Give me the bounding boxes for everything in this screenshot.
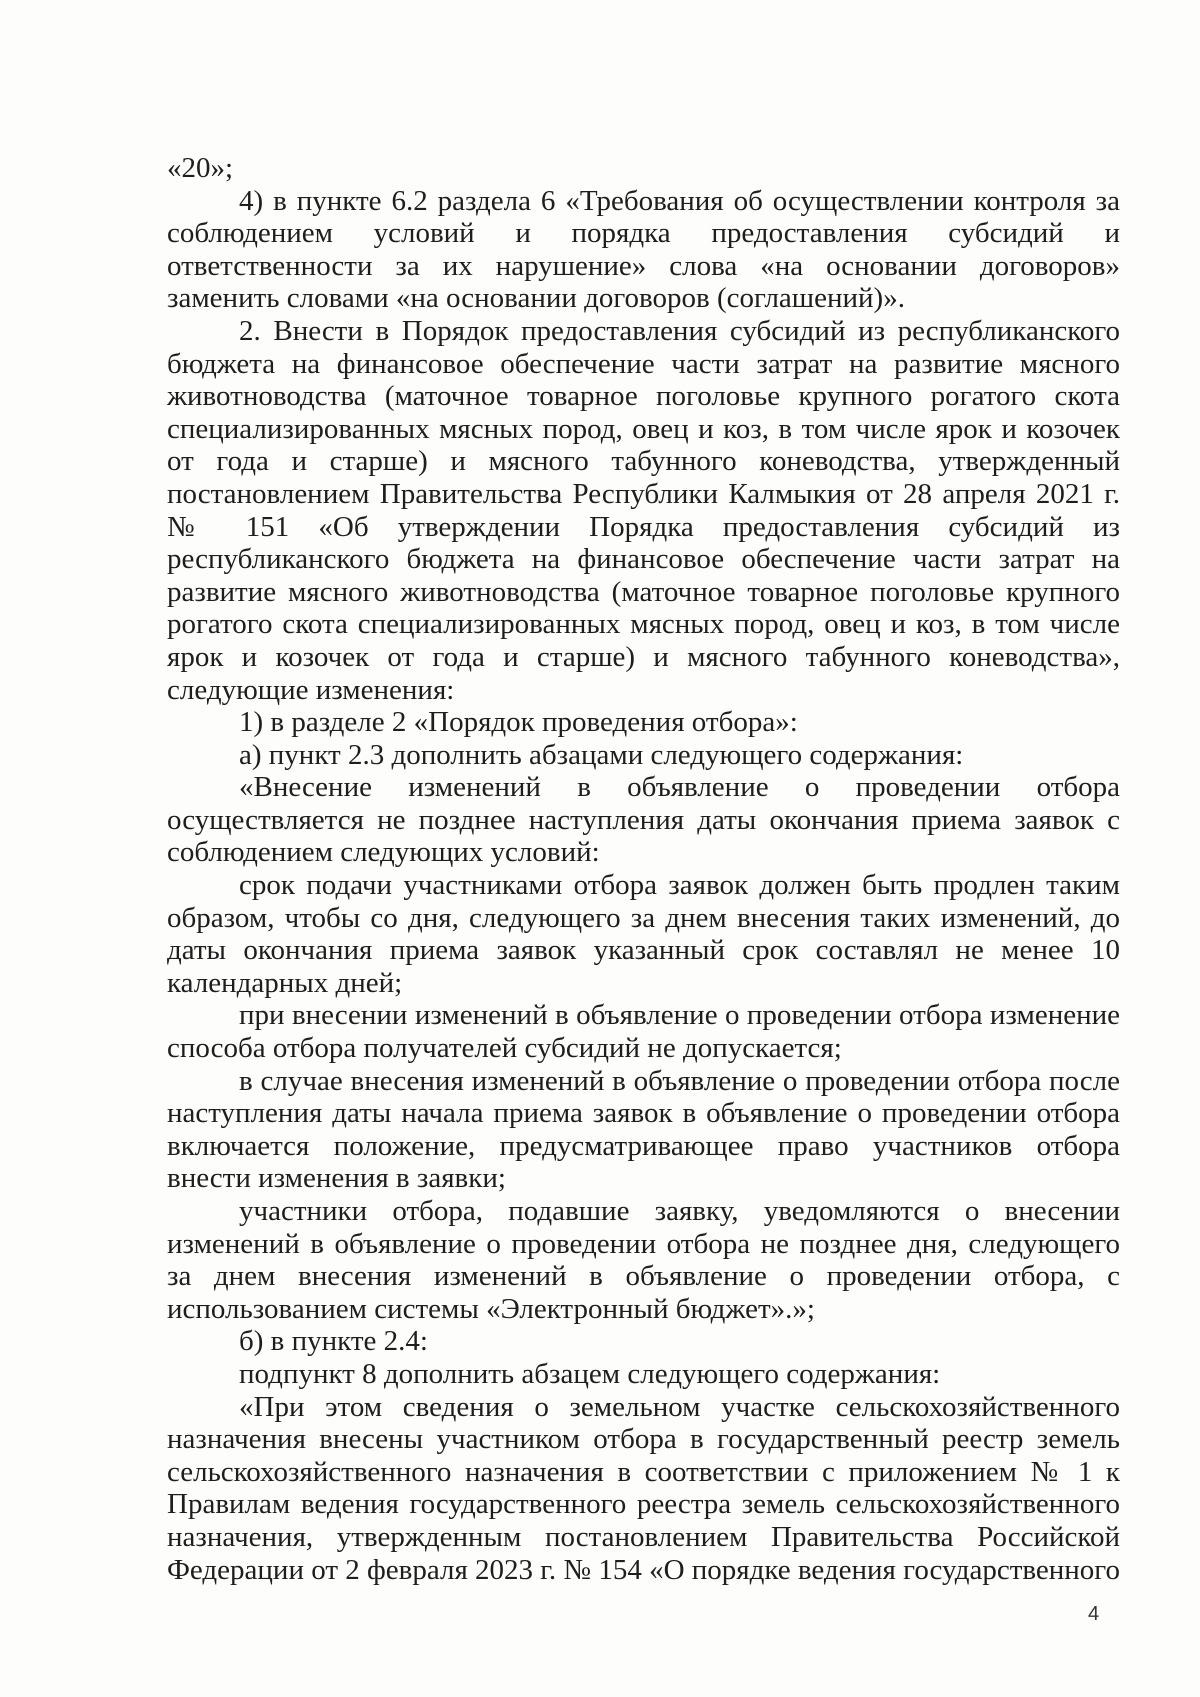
paragraph: в случае внесения изменений в объявление о проведении отбора после наступления даты начала приема заявок в объявление о проведении отбора включается положение, предусматривающее право участников отбора внести изменения в заявки; bbox=[167, 1064, 1120, 1195]
paragraph: при внесении изменений в объявление о проведении отбора изменение способа отбора получателей субсидий не допускается; bbox=[167, 999, 1120, 1065]
document-body bbox=[167, 152, 1120, 1586]
paragraph: «20»; bbox=[167, 152, 234, 184]
paragraph: подпункт 8 дополнить абзацем следующего содержания: bbox=[239, 1357, 941, 1390]
page-number: 4 bbox=[1088, 1603, 1100, 1625]
paragraph: 1) в разделе 2 «Порядок проведения отбора»: bbox=[239, 706, 798, 739]
paragraph: а) пункт 2.3 дополнить абзацами следующего содержания: bbox=[239, 738, 964, 771]
paragraph: 2. Внести в Порядок предоставления субсидий из республиканского бюджета на финансовое обеспечение части затрат на развитие мясного животноводства (маточное товарное поголовье крупного рогатого скота специализированных мясных пород, овец и коз, в том числе ярок и козочек от года и старше) и мясного табунного коневодства, утвержденный постановлением Правительства Республики Калмыкия от 28 апреля 2021 г. № 151 «Об утверждении Порядка предоставления субсидий из республиканского бюджета на финансовое обеспечение части затрат на развитие мясного животноводства (маточное товарное поголовье крупного рогатого скота специализированных мясных пород, овец и коз, в том числе ярок и козочек от года и старше) и мясного табунного коневодства», следующие изменения: bbox=[167, 314, 1120, 706]
paragraph: «Внесение изменений в объявление о проведении отбора осуществляется не позднее наступления даты окончания приема заявок с соблюдением следующих условий: bbox=[167, 771, 1120, 869]
paragraph: 4) в пункте 6.2 раздела 6 «Требования об осуществлении контроля за соблюдением условий и порядка предоставления субсидий и ответственности за их нарушение» слова «на основании договоров» заменить словами «на основании договоров (соглашений)». bbox=[167, 184, 1120, 315]
paragraph: б) в пункте 2.4: bbox=[239, 1325, 428, 1358]
paragraph: срок подачи участниками отбора заявок должен быть продлен таким образом, чтобы со дня, следующего за днем внесения таких изменений, до даты окончания приема заявок указанный срок составлял не менее 10 календарных дней; bbox=[167, 869, 1120, 999]
paragraph: «При этом сведения о земельном участке сельскохозяйственного назначения внесены участником отбора в государственный реестр земель сельскохозяйственного назначения в соответствии с приложением № 1 к Правилам ведения государственного реестра земель сельскохозяйственного назначения, утвержденным постановлением Правительства Российской Федерации от 2 февраля 2023 г. № 154 «О порядке ведения государственного bbox=[167, 1390, 1120, 1586]
paragraph: участники отбора, подавшие заявку, уведомляются о внесении изменений в объявление о проведении отбора не позднее дня, следующего за днем внесения изменений в объявление о проведении отбора, с использованием системы «Электронный бюджет».»; bbox=[167, 1195, 1120, 1325]
